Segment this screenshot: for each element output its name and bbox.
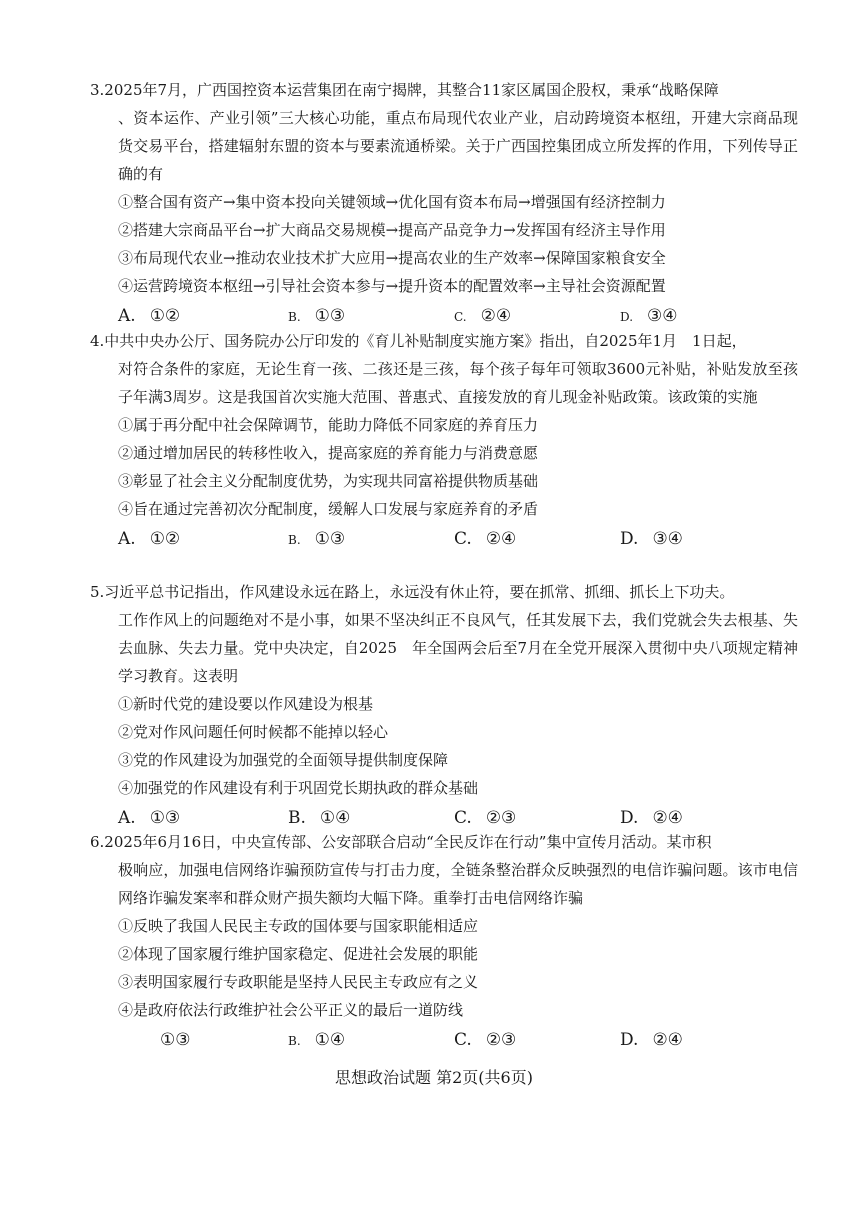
question-4-choice-c: C. ②④: [454, 529, 517, 549]
question-6-option-3: ③表明国家履行专政职能是坚持人民民主专政应有之义: [118, 973, 479, 991]
question-5-option-2: ②党对作风问题任何时候都不能掉以轻心: [118, 723, 389, 741]
question-4-stem-first: 4.中共中央办公厅、国务院办公厅印发的《育儿补贴制度实施方案》指出，自2025年1月 1日起，: [90, 332, 747, 350]
question-3-option-2: ②搭建大宗商品平台→扩大商品交易规模→提高产品竞争力→发挥国有经济主导作用: [118, 221, 666, 239]
question-6-stem-first: 6.2025年6月16日，中央宣传部、公安部联合启动“全民反诈在行动”集中宣传月活动。某市积: [90, 833, 712, 851]
question-4-stem: [90, 327, 798, 411]
question-4-choices: [90, 525, 798, 555]
question-3-stem-first: 3.2025年7月，广西国控资本运营集团在南宁揭牌，其整合11家区属国企股权，秉承“战略保障: [90, 81, 719, 99]
question-3-option-1: ①整合国有资产→集中资本投向关键领域→优化国有资本布局→增强国有经济控制力: [118, 193, 666, 211]
question-5-choice-a: A. ①③: [118, 808, 181, 828]
question-3-stem-rest: 、资本运作、产业引领”三大核心功能，重点布局现代农业产业，启动跨境资本枢纽，开建大宗商品现货交易平台，搭建辐射东盟的资本与要素流通桥梁。关于广西国控集团成立所发挥的作用，下列传导正确的有: [118, 109, 798, 183]
question-3-choice-c: C. ②④: [454, 306, 512, 326]
question-6-choice-a: ①③: [160, 1030, 191, 1050]
question-3-choice-b: B. ①③: [288, 306, 346, 326]
question-6-choices: [90, 1026, 798, 1056]
question-6-option-1: ①反映了我国人民民主专政的国体要与国家职能相适应: [118, 917, 479, 935]
question-3-choice-a: A. ①②: [118, 306, 181, 326]
page-footer: 思想政治试题 第2页(共6页): [335, 1068, 533, 1087]
question-5-choice-d: D. ②④: [620, 808, 683, 828]
question-4-stem-rest: 对符合条件的家庭，无论生育一孩、二孩还是三孩，每个孩子每年可领取3600元补贴，补贴发放至孩子年满3周岁。这是我国首次实施大范围、普惠式、直接发放的育儿现金补贴政策。该政策的实施: [118, 360, 798, 406]
question-5-option-1: ①新时代党的建设要以作风建设为根基: [118, 695, 374, 713]
question-5-stem: [90, 578, 798, 690]
question-4-option-4: ④旨在通过完善初次分配制度，缓解人口发展与家庭养育的矛盾: [118, 500, 539, 518]
question-6-stem: [90, 828, 798, 912]
question-5-choice-b: B. ①④: [288, 808, 351, 828]
question-5-stem-first: 5.习近平总书记指出，作风建设永远在路上，永远没有休止符，要在抓常、抓细、抓长上下功夫。: [90, 583, 735, 601]
question-5-stem-rest: 工作作风上的问题绝对不是小事，如果不坚决纠正不良风气，任其发展下去，我们党就会失去根基、失去血脉、失去力量。党中央决定，自2025 年全国两会后至7月在全党开展深入贯彻中央八项规定精神学习教育。这表明: [118, 611, 798, 685]
question-4-choice-a: A. ①②: [118, 529, 181, 549]
question-5-choice-c: C. ②③: [454, 808, 517, 828]
question-6-option-2: ②体现了国家履行维护国家稳定、促进社会发展的职能: [118, 945, 479, 963]
question-3-choice-d: D. ③④: [620, 306, 678, 326]
question-6-option-4: ④是政府依法行政维护社会公平正义的最后一道防线: [118, 1001, 464, 1019]
question-6: [90, 828, 798, 1056]
question-3: [90, 76, 798, 332]
question-4: [90, 327, 798, 555]
question-4-choice-b: B. ①③: [288, 529, 346, 549]
question-5-option-3: ③党的作风建设为加强党的全面领导提供制度保障: [118, 751, 449, 769]
question-4-option-1: ①属于再分配中社会保障调节，能助力降低不同家庭的养育压力: [118, 416, 539, 434]
question-4-option-2: ②通过增加居民的转移性收入，提高家庭的养育能力与消费意愿: [118, 444, 539, 462]
question-3-option-4: ④运营跨境资本枢纽→引导社会资本参与→提升资本的配置效率→主导社会资源配置: [118, 277, 666, 295]
question-6-choice-b: B. ①④: [288, 1030, 346, 1050]
question-3-option-3: ③布局现代农业→推动农业技术扩大应用→提高农业的生产效率→保障国家粮食安全: [118, 249, 666, 267]
question-5-option-4: ④加强党的作风建设有利于巩固党长期执政的群众基础: [118, 779, 479, 797]
question-4-choice-d: D. ③④: [620, 529, 683, 549]
question-6-stem-rest: 极响应，加强电信网络诈骗预防宣传与打击力度，全链条整治群众反映强烈的电信诈骗问题。该市电信网络诈骗发案率和群众财产损失额均大幅下降。重拳打击电信网络诈骗: [118, 861, 798, 907]
question-6-choice-c: C. ②③: [454, 1030, 517, 1050]
question-6-choice-d: D. ②④: [620, 1030, 683, 1050]
question-3-stem: [90, 76, 798, 188]
question-4-option-3: ③彰显了社会主义分配制度优势，为实现共同富裕提供物质基础: [118, 472, 539, 490]
question-5: [90, 578, 798, 834]
